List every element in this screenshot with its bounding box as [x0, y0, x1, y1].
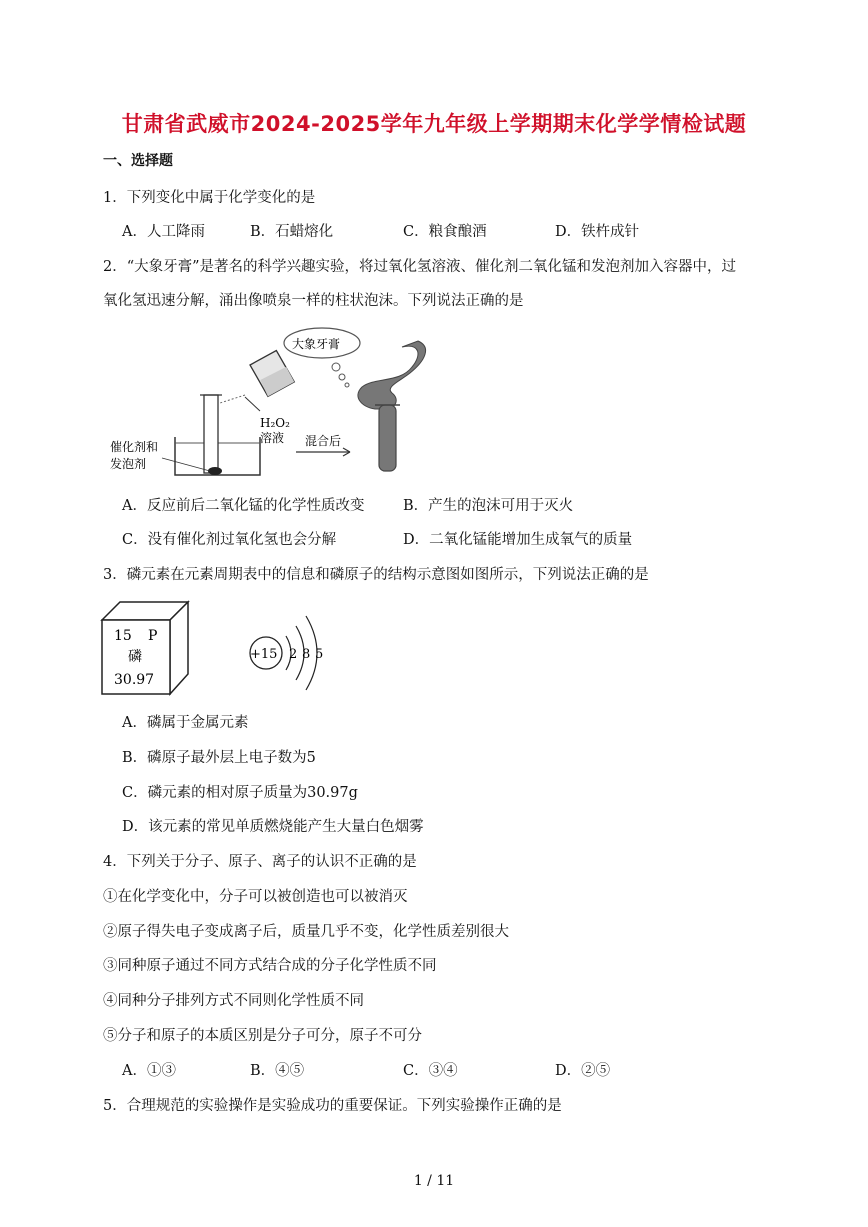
q4-statement-4: ④同种分子排列方式不同则化学性质不同 — [103, 993, 364, 1009]
q3-option-d: D．该元素的常见单质燃烧能产生大量白色烟雾 — [122, 819, 424, 835]
atomic-mass: 30.97 — [114, 672, 155, 688]
q1-option-a: A．人工降雨 — [122, 224, 205, 240]
atomic-number: 15 — [114, 628, 132, 644]
q4-statement-3: ③同种原子通过不同方式结合成的分子化学性质不同 — [103, 958, 437, 974]
q3-option-c: C．磷元素的相对原子质量为30.97g — [122, 785, 358, 801]
shell-electrons-1: 2 — [289, 647, 298, 662]
q4-option-a: A．①③ — [122, 1063, 176, 1079]
q2-option-c: C．没有催化剂过氧化氢也会分解 — [122, 532, 337, 548]
section-heading: 一、选择题 — [103, 153, 173, 169]
shell-electrons-3: 5 — [315, 647, 324, 662]
page-number: 1 / 11 — [413, 1173, 455, 1189]
page-title: 甘肃省武威市2024-2025学年九年级上学期期末化学学情检试题 — [121, 112, 747, 136]
q2-option-b: B．产生的泡沫可用于灭火 — [403, 498, 574, 514]
q1-option-c: C．粮食酿酒 — [403, 224, 487, 240]
q4-stem: 4．下列关于分子、原子、离子的认识不正确的是 — [103, 854, 417, 870]
q1-stem: 1．下列变化中属于化学变化的是 — [103, 190, 316, 206]
catalyst-blob — [208, 467, 222, 475]
measuring-cylinder — [204, 395, 218, 473]
q4-statement-2: ②原子得失电子变成离子后，质量几乎不变，化学性质差别很大 — [103, 924, 509, 940]
element-name: 磷 — [128, 649, 142, 665]
q2-option-a: A．反应前后二氧化锰的化学性质改变 — [122, 498, 365, 514]
q4-option-c: C．③④ — [403, 1063, 458, 1079]
q4-option-d: D．②⑤ — [555, 1063, 611, 1079]
q1-option-d: D．铁杵成针 — [555, 224, 640, 240]
label-bubble: 大象牙膏 — [292, 337, 341, 351]
q3-option-a: A．磷属于金属元素 — [122, 715, 249, 731]
q1-option-b: B．石蜡熔化 — [250, 224, 334, 240]
label-catalyst-1: 催化剂和 — [110, 440, 159, 454]
test-tube — [379, 405, 396, 471]
element-symbol: P — [148, 628, 158, 644]
shell-electrons-2: 8 — [302, 647, 311, 662]
q2-stem-line2: 氧化氢迅速分解，涌出像喷泉一样的柱状泡沫。下列说法正确的是 — [103, 293, 524, 309]
q3-stem: 3．磷元素在元素周期表中的信息和磷原子的结构示意图如图所示，下列说法正确的是 — [103, 567, 649, 583]
elephant-toothpaste-figure — [100, 325, 440, 485]
label-mixed: 混合后 — [305, 434, 342, 448]
q3-option-b: B．磷原子最外层上电子数为5 — [122, 750, 316, 766]
q4-statement-1: ①在化学变化中，分子可以被创造也可以被消灭 — [103, 889, 408, 905]
q4-statement-5: ⑤分子和原子的本质区别是分子可分，原子不可分 — [103, 1028, 422, 1044]
nucleus-charge: +15 — [250, 647, 278, 662]
q2-stem-line1: 2．“大象牙膏”是著名的科学兴趣实验，将过氧化氢溶液、催化剂二氧化锰和发泡剂加入容器中，过 — [103, 259, 737, 275]
q4-option-b: B．④⑤ — [250, 1063, 305, 1079]
label-solution: 溶液 — [260, 431, 285, 445]
phosphorus-figure — [100, 598, 340, 698]
foam-column — [358, 341, 426, 409]
q2-option-d: D．二氧化锰能增加生成氧气的质量 — [403, 532, 633, 548]
q5-stem: 5．合理规范的实验操作是实验成功的重要保证。下列实验操作正确的是 — [103, 1098, 562, 1114]
label-catalyst-2: 发泡剂 — [110, 457, 147, 471]
label-h2o2: H₂O₂ — [260, 416, 290, 430]
